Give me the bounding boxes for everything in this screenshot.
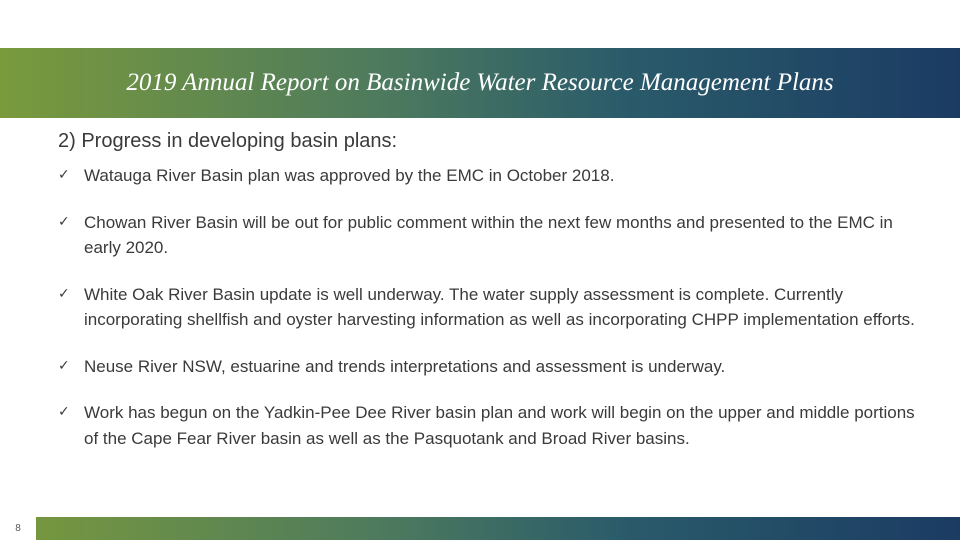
- check-icon: ✓: [58, 404, 70, 420]
- bullet-text: Work has begun on the Yadkin-Pee Dee River basin plan and work will begin on the upper and middle portions of the Cape Fear River basin as well as the Pasquotank and Broad River basins.: [84, 403, 915, 448]
- footer-band: [0, 517, 960, 540]
- bullet-text: White Oak River Basin update is well underway. The water supply assessment is complete. Currently incorporating shellfish and oyster harvesting information as well as incorporating CHPP implementation efforts.: [84, 284, 915, 329]
- bullet-list: [58, 163, 928, 451]
- bullet-text: Watauga River Basin plan was approved by the EMC in October 2018.: [84, 166, 615, 185]
- slide-title: 2019 Annual Report on Basinwide Water Resource Management Plans: [126, 69, 834, 96]
- list-item: [58, 163, 928, 189]
- list-item: [58, 400, 928, 451]
- slide-number-box: [0, 517, 36, 540]
- list-item: [58, 210, 928, 261]
- check-icon: ✓: [58, 285, 70, 302]
- bullet-text: Neuse River NSW, estuarine and trends interpretations and assessment is underway.: [84, 356, 726, 376]
- slide-content: [58, 130, 928, 472]
- title-banner: [0, 48, 960, 118]
- slide-number: 8: [15, 523, 21, 534]
- check-icon: ✓: [58, 357, 70, 374]
- list-item: [58, 282, 928, 333]
- list-item: [58, 354, 928, 380]
- check-icon: ✓: [58, 167, 70, 183]
- bullet-text: Chowan River Basin will be out for public comment within the next few months and presented to the EMC in early 2020.: [84, 212, 893, 257]
- check-icon: ✓: [58, 213, 70, 230]
- section-heading: 2) Progress in developing basin plans:: [58, 130, 398, 152]
